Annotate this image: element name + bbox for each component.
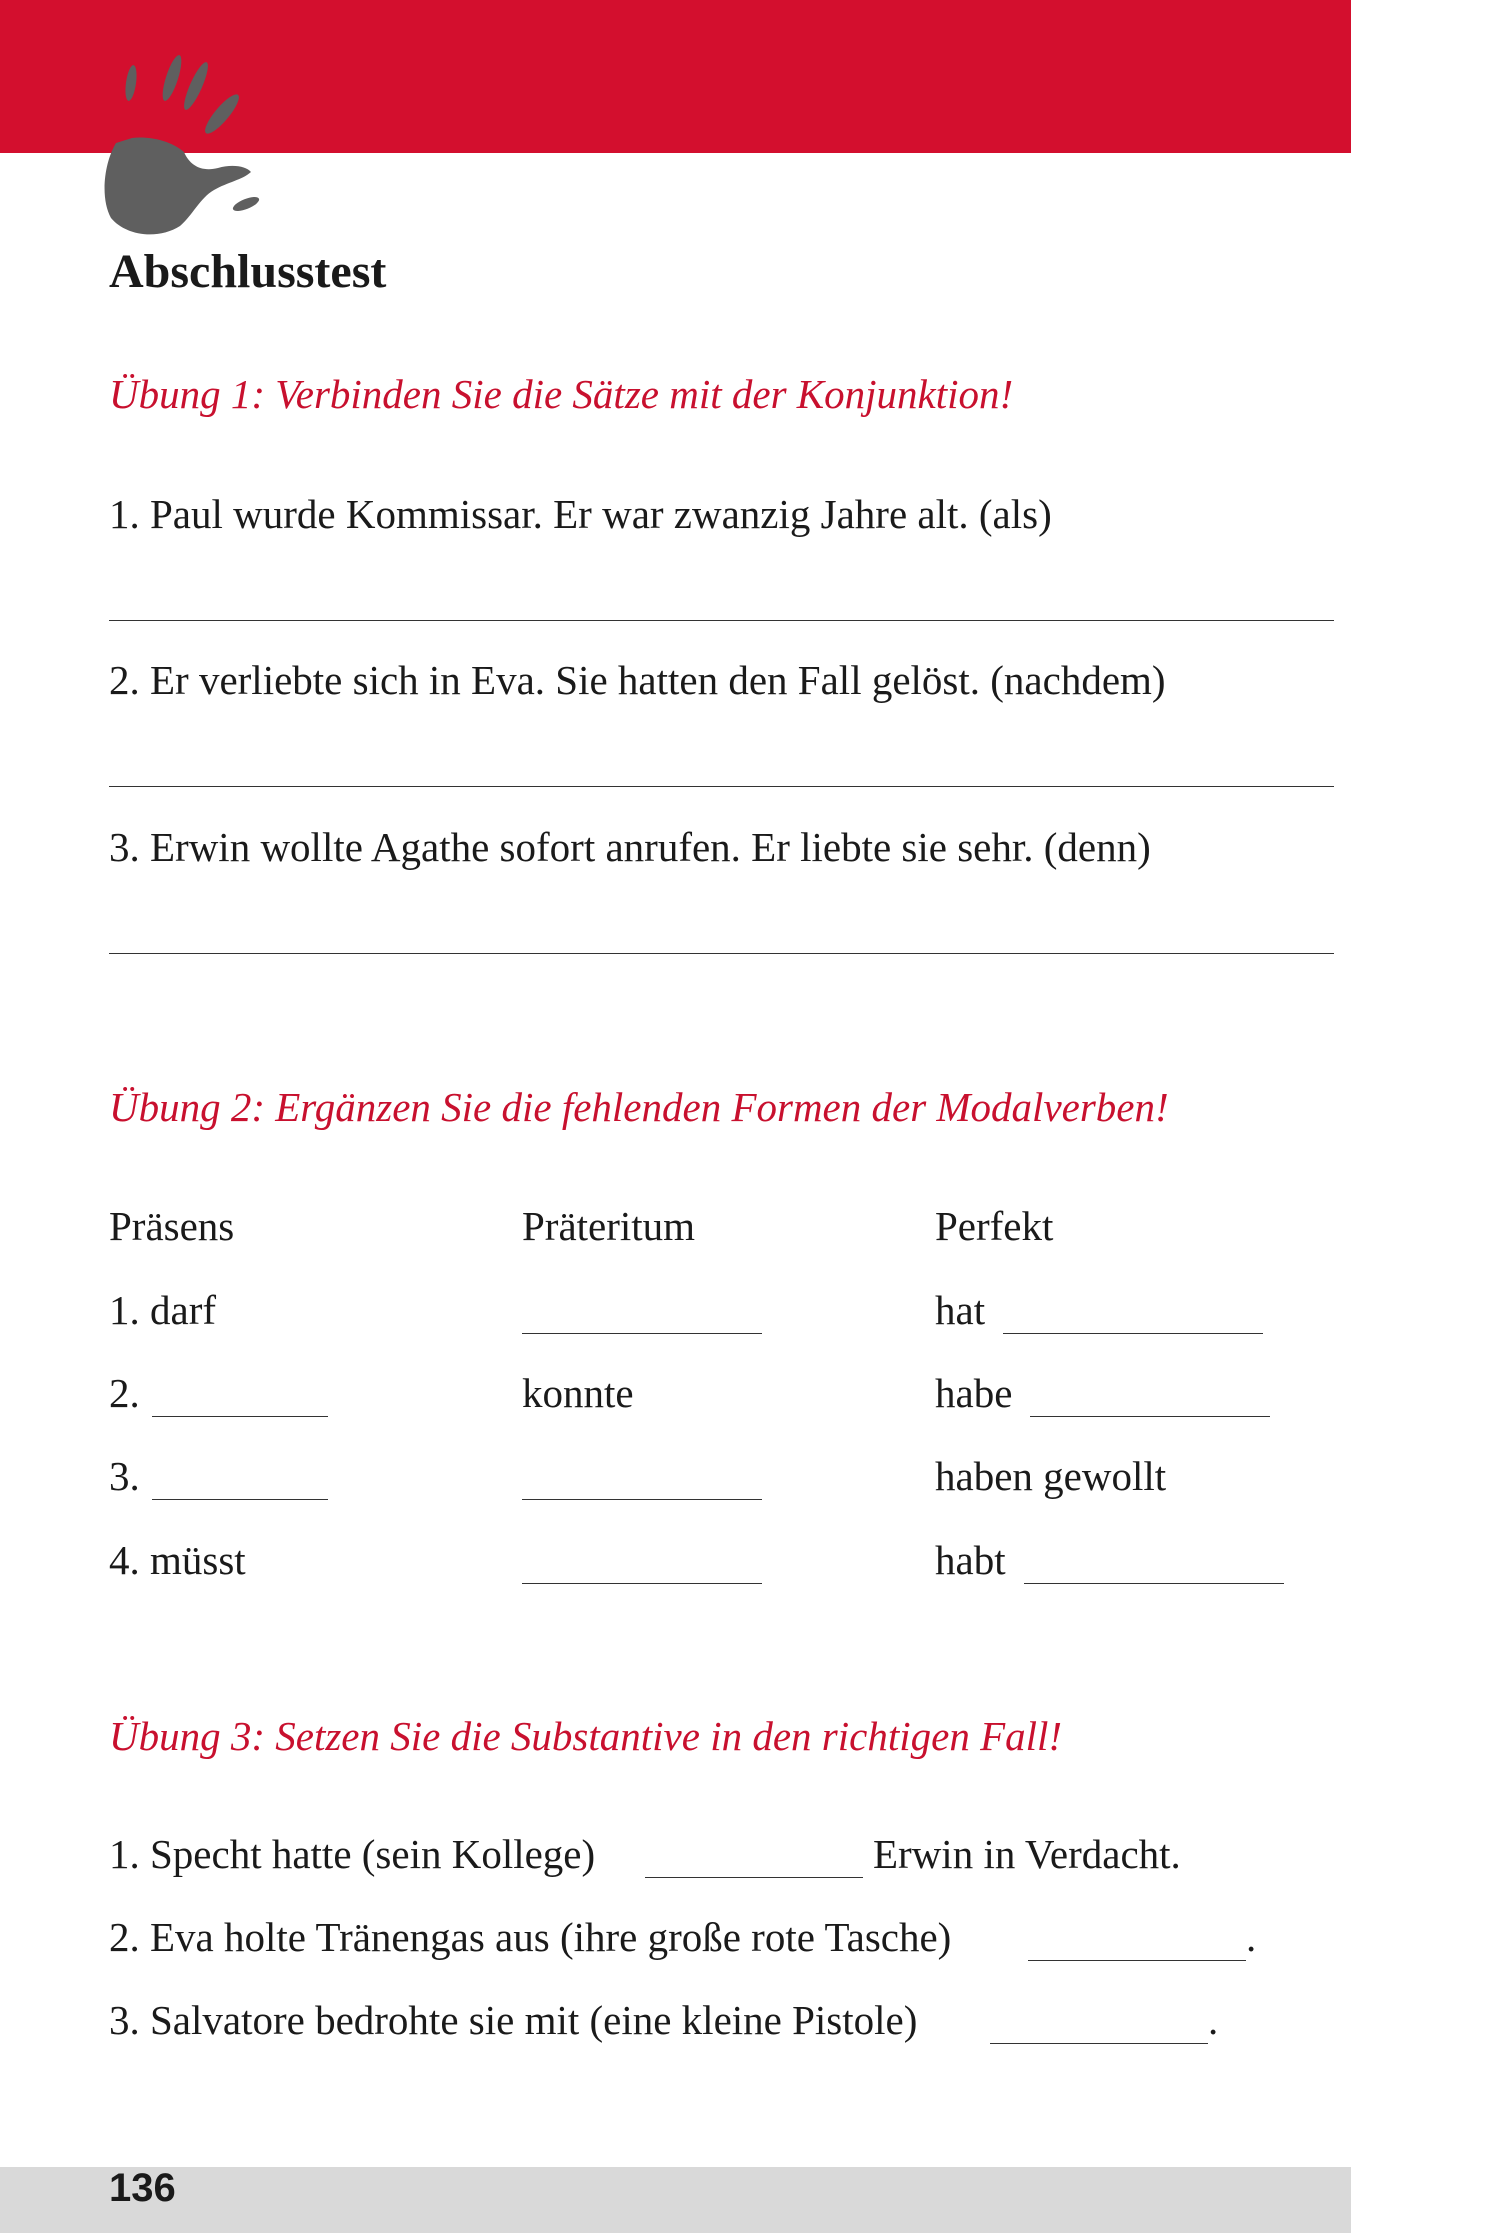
- column-header-perfekt: Perfekt: [935, 1203, 1054, 1249]
- verb-perfect-blank[interactable]: [1003, 1333, 1263, 1334]
- exercise-1-answer-line[interactable]: [109, 953, 1334, 954]
- exercise-1-answer-line[interactable]: [109, 786, 1334, 787]
- exercise-1-answer-line[interactable]: [109, 620, 1334, 621]
- verb-past-blank[interactable]: [522, 1499, 762, 1500]
- exercise-1-heading: Übung 1: Verbinden Sie die Sätze mit der Konjunktion!: [109, 371, 1014, 417]
- verb-perfect-aux: hat: [935, 1287, 986, 1333]
- verb-perfect-aux: habt: [935, 1537, 1006, 1583]
- verb-past-blank[interactable]: [522, 1583, 762, 1584]
- exercise-3-blank[interactable]: [1028, 1960, 1246, 1961]
- exercise-1-item: 3. Erwin wollte Agathe sofort anrufen. Er liebte sie sehr. (denn): [109, 824, 1151, 870]
- verb-present: 1. darf: [109, 1287, 217, 1333]
- verb-past: konnte: [522, 1370, 634, 1416]
- exercise-3-heading: Übung 3: Setzen Sie die Substantive in den richtigen Fall!: [109, 1713, 1063, 1759]
- column-header-praeteritum: Präteritum: [522, 1203, 696, 1249]
- verb-perfect: haben gewollt: [935, 1453, 1167, 1499]
- exercise-1-item: 2. Er verliebte sich in Eva. Sie hatten den Fall gelöst. (nachdem): [109, 657, 1166, 703]
- verb-perfect-blank[interactable]: [1024, 1583, 1284, 1584]
- verb-present-blank[interactable]: [152, 1416, 328, 1417]
- column-header-praesens: Präsens: [109, 1203, 235, 1249]
- verb-present: 3.: [109, 1453, 140, 1499]
- verb-present: 2.: [109, 1370, 140, 1416]
- verb-perfect-aux: habe: [935, 1370, 1013, 1416]
- exercise-3-item-text: 3. Salvatore bedrohte sie mit (eine kleine Pistole): [109, 1997, 918, 2043]
- verb-present: 4. müsst: [109, 1537, 246, 1583]
- exercise-3-item-text: 1. Specht hatte (sein Kollege): [109, 1831, 596, 1877]
- exercise-3-item-text: Erwin in Verdacht.: [873, 1831, 1181, 1877]
- verb-perfect-blank[interactable]: [1030, 1416, 1270, 1417]
- page-number: 136: [109, 2166, 176, 2210]
- exercise-3-item-text: .: [1208, 1997, 1219, 2043]
- handprint-icon: [96, 48, 296, 248]
- exercise-3-item-text: .: [1246, 1914, 1257, 1960]
- footer-band: [0, 2167, 1351, 2233]
- exercise-3-blank[interactable]: [990, 2043, 1208, 2044]
- exercise-1-item: 1. Paul wurde Kommissar. Er war zwanzig Jahre alt. (als): [109, 491, 1052, 537]
- verb-past-blank[interactable]: [522, 1333, 762, 1334]
- page-title: Abschlusstest: [109, 245, 387, 298]
- verb-present-blank[interactable]: [152, 1499, 328, 1500]
- exercise-2-heading: Übung 2: Ergänzen Sie die fehlenden Formen der Modalverben!: [109, 1084, 1169, 1130]
- exercise-3-blank[interactable]: [645, 1877, 863, 1878]
- exercise-3-item-text: 2. Eva holte Tränengas aus (ihre große rote Tasche): [109, 1914, 952, 1960]
